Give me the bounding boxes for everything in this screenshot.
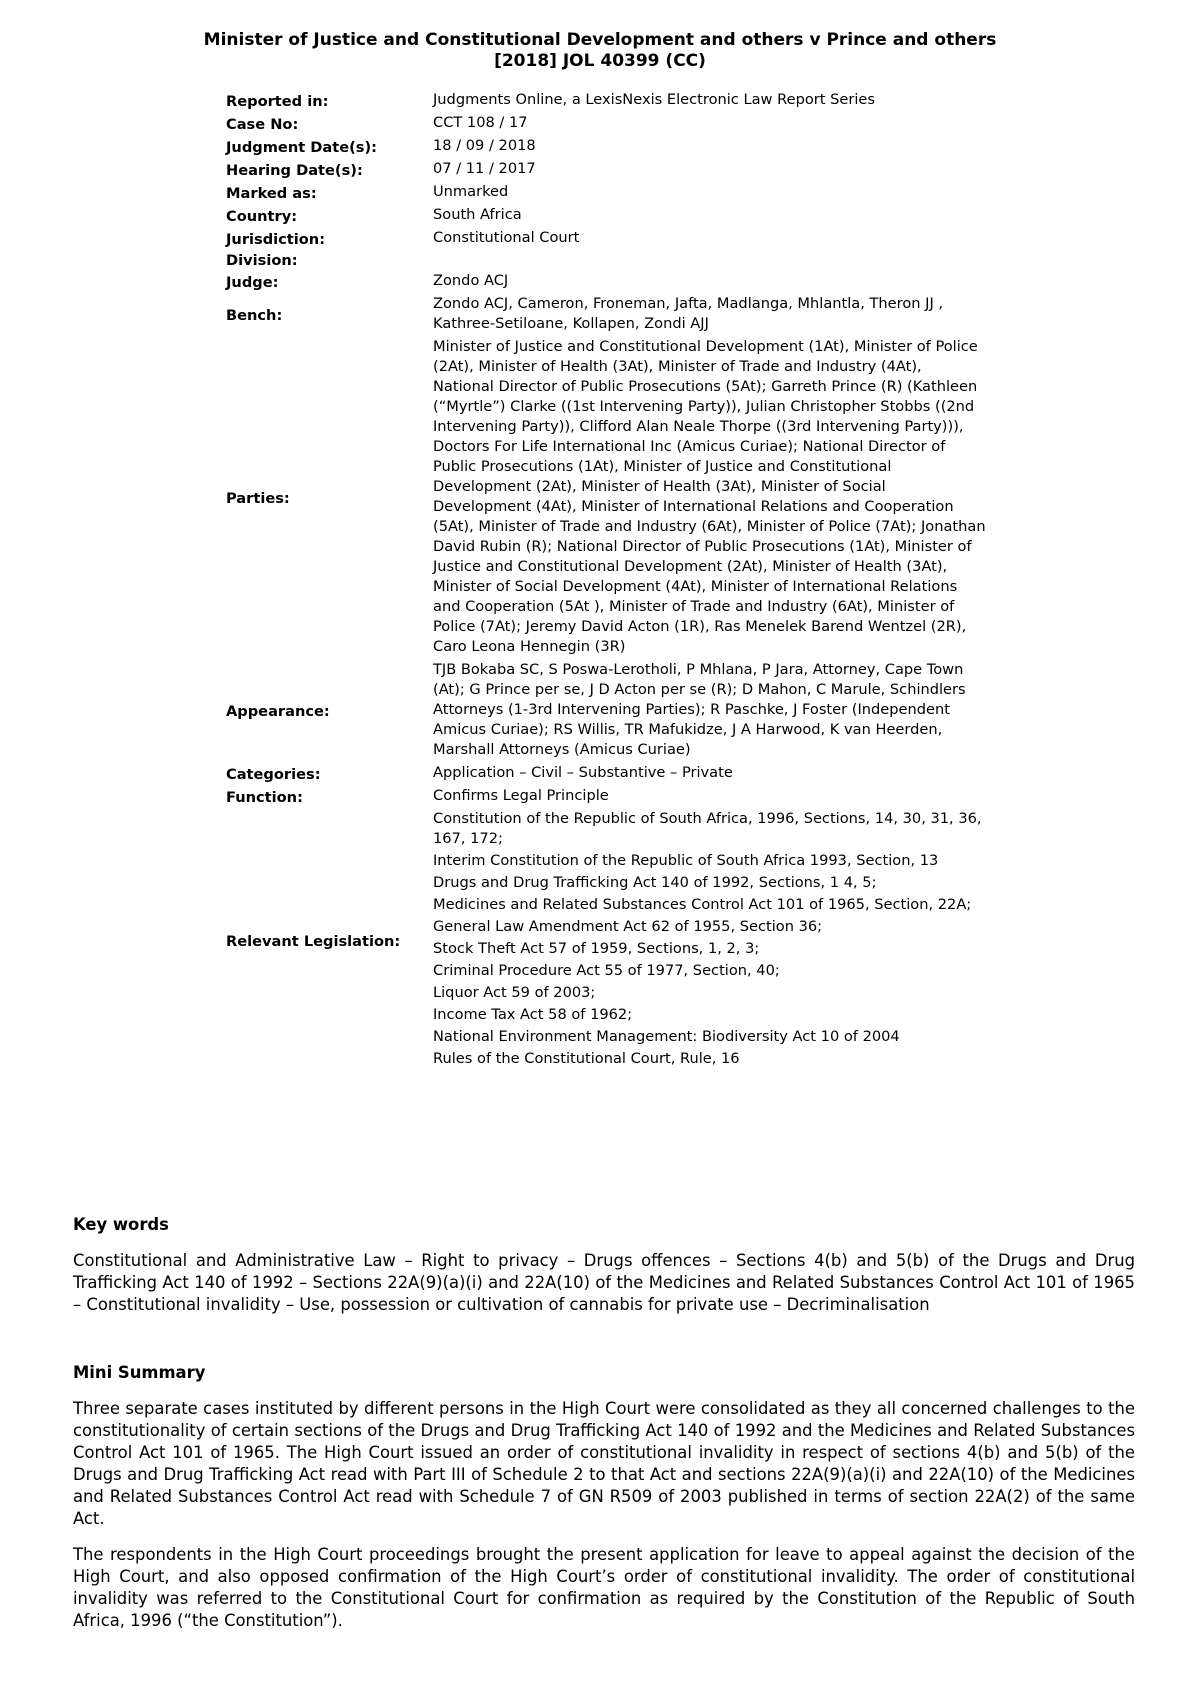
meta-label: Judgment Date(s): — [226, 138, 377, 156]
meta-row-categories — [226, 763, 986, 786]
meta-row-reported-in — [226, 90, 986, 113]
legislation-item: Drugs and Drug Trafficking Act 140 of 1992, Sections, 1 4, 5; — [433, 874, 877, 891]
meta-value: Zondo ACJ — [433, 272, 509, 289]
meta-value: Minister of Justice and Constitutional Development (1At), Minister of Police (2At), Minister of Health (3At), Minister of Trade and Industry (4At), National Director of Public Prosecutions (5At); Garreth Prince (R) (Kathleen (“Myrtle”) Clarke ((1st Intervening Party)), Julian Christopher Stobbs ((2nd Intervening Party)), Clifford Alan Neale Thorpe ((3rd Intervening Party))), Doctors For Life International Inc (Amicus Curiae); National Director of Public Prosecutions (1At), Minister of Justice and Constitutional Development (2At), Minister of Health (3At), Minister of Social Development (4At), Minister of International Relations and Cooperation (5At), Minister of Trade and Industry (6At), Minister of Police (7At); Jonathan David Rubin (R); National Director of Public Prosecutions (1At), Minister of Justice and Constitutional Development (2At), Minister of Health (3At), Minister of Social Development (4At), Minister of International Relations and Cooperation (5At ), Minister of Trade and Industry (6At), Minister of Police (7At); Jeremy David Acton (1R), Ras Menelek Barend Wentzel (2R), Caro Leona Hennegin (3R) — [433, 338, 986, 655]
meta-label: Case No: — [226, 115, 299, 133]
meta-value: Zondo ACJ, Cameron, Froneman, Jafta, Madlanga, Mhlantla, Theron JJ , Kathree-Setiloane, Kollapen, Zondi AJJ — [433, 295, 944, 332]
legislation-list — [433, 809, 986, 1074]
mini-summary-heading: Mini Summary — [73, 1363, 206, 1382]
meta-value: Unmarked — [433, 183, 509, 200]
meta-label: Appearance: — [226, 702, 330, 720]
meta-row-judgment-date — [226, 136, 986, 159]
meta-label: Bench: — [226, 306, 283, 324]
meta-value: South Africa — [433, 206, 522, 223]
meta-label: Marked as: — [226, 184, 317, 202]
meta-label: Reported in: — [226, 92, 329, 110]
key-words-heading: Key words — [73, 1215, 169, 1234]
meta-value: 07 / 11 / 2017 — [433, 160, 536, 177]
meta-label: Jurisdiction: — [226, 230, 326, 248]
meta-row-bench — [226, 294, 986, 337]
meta-row-marked-as — [226, 182, 986, 205]
legislation-item: Criminal Procedure Act 55 of 1977, Section, 40; — [433, 962, 780, 979]
legislation-item: General Law Amendment Act 62 of 1955, Section 36; — [433, 918, 823, 935]
meta-label: Function: — [226, 788, 303, 806]
meta-value: 18 / 09 / 2018 — [433, 137, 536, 154]
meta-label: Hearing Date(s): — [226, 161, 363, 179]
summary-paragraph-1: Three separate cases instituted by different persons in the High Court were consolidated as they all concerned challenges to the constitutionality of certain sections of the Drugs and Drug Trafficking Act 140 of 1992 and the Medicines and Related Substances Control Act 101 of 1965. The High Court issued an order of constitutional invalidity in respect of sections 4(b) and 5(b) of the Drugs and Drug Trafficking Act read with Part III of Schedule 2 to that Act and sections 22A(9)(a)(i) and 22A(10) of the Medicines and Related Substances Control Act read with Schedule 7 of GN R509 of 2003 published in terms of section 22A(2) of the same Act. — [73, 1399, 1135, 1528]
legislation-item: Constitution of the Republic of South Africa, 1996, Sections, 14, 30, 31, 36, 167, 172; — [433, 810, 982, 847]
legislation-item: Rules of the Constitutional Court, Rule, 16 — [433, 1050, 740, 1067]
mini-summary-section — [73, 1362, 1135, 1632]
meta-value: Judgments Online, a LexisNexis Electronic Law Report Series — [433, 91, 876, 108]
legislation-item: Interim Constitution of the Republic of South Africa 1993, Section, 13 — [433, 852, 939, 869]
meta-row-country — [226, 205, 986, 228]
case-metadata-table — [226, 90, 986, 1074]
meta-label: Judge: — [226, 273, 279, 291]
meta-row-judge — [226, 271, 986, 294]
case-title — [0, 30, 1200, 72]
summary-paragraph-2: The respondents in the High Court proceedings brought the present application for leave to appeal against the decision of the High Court, and also opposed confirmation of the High Court’s order of constitutional invalidity. The order of constitutional invalidity was referred to the Constitutional Court for confirmation as required by the Constitution of the Republic of South Africa, 1996 (“the Constitution”). — [73, 1545, 1135, 1630]
meta-value: Constitutional Court — [433, 229, 580, 246]
legislation-item: Medicines and Related Substances Control Act 101 of 1965, Section, 22A; — [433, 896, 972, 913]
meta-label: Categories: — [226, 765, 321, 783]
meta-value: TJB Bokaba SC, S Poswa-Lerotholi, P Mhlana, P Jara, Attorney, Cape Town (At); G Prince per se, J D Acton per se (R); D Mahon, C Marule, Schindlers Attorneys (1-3rd Intervening Parties); R Paschke, J Foster (Independent Amicus Curiae); RS Willis, TR Mafukidze, J A Harwood, K van Heerden, Marshall Attorneys (Amicus Curiae) — [433, 661, 966, 758]
meta-label: Parties: — [226, 489, 290, 507]
meta-row-case-no — [226, 113, 986, 136]
legislation-item: National Environment Management: Biodiversity Act 10 of 2004 — [433, 1028, 900, 1045]
meta-row-parties — [226, 337, 986, 660]
meta-value: Application – Civil – Substantive – Private — [433, 764, 733, 781]
legislation-item: Liquor Act 59 of 2003; — [433, 984, 596, 1001]
case-citation: [2018] JOL 40399 (CC) — [494, 51, 706, 71]
meta-label: Division: — [226, 252, 298, 269]
meta-row-jurisdiction — [226, 228, 986, 251]
key-words-text: Constitutional and Administrative Law – Right to privacy – Drugs offences – Sections 4(b) and 5(b) of the Drugs and Drug Trafficking Act 140 of 1992 – Sections 22A(9)(a)(i) and 22A(10) of the Medicines and Related Substances Control Act 101 of 1965 – Constitutional invalidity – Use, possession or cultivation of cannabis for private use – Decriminalisation — [73, 1251, 1135, 1314]
meta-row-division — [226, 251, 986, 271]
meta-value: Confirms Legal Principle — [433, 787, 609, 804]
meta-label: Country: — [226, 207, 298, 225]
meta-row-hearing-date — [226, 159, 986, 182]
legislation-item: Stock Theft Act 57 of 1959, Sections, 1, 2, 3; — [433, 940, 760, 957]
meta-value — [433, 251, 986, 271]
meta-row-legislation — [226, 809, 986, 1074]
meta-row-appearance — [226, 660, 986, 763]
meta-row-function — [226, 786, 986, 809]
meta-label: Relevant Legislation: — [226, 932, 401, 950]
key-words-section — [73, 1214, 1135, 1316]
meta-value: CCT 108 / 17 — [433, 114, 528, 131]
case-title-line-1: Minister of Justice and Constitutional Development and others v Prince and others — [203, 30, 997, 50]
legislation-item: Income Tax Act 58 of 1962; — [433, 1006, 633, 1023]
